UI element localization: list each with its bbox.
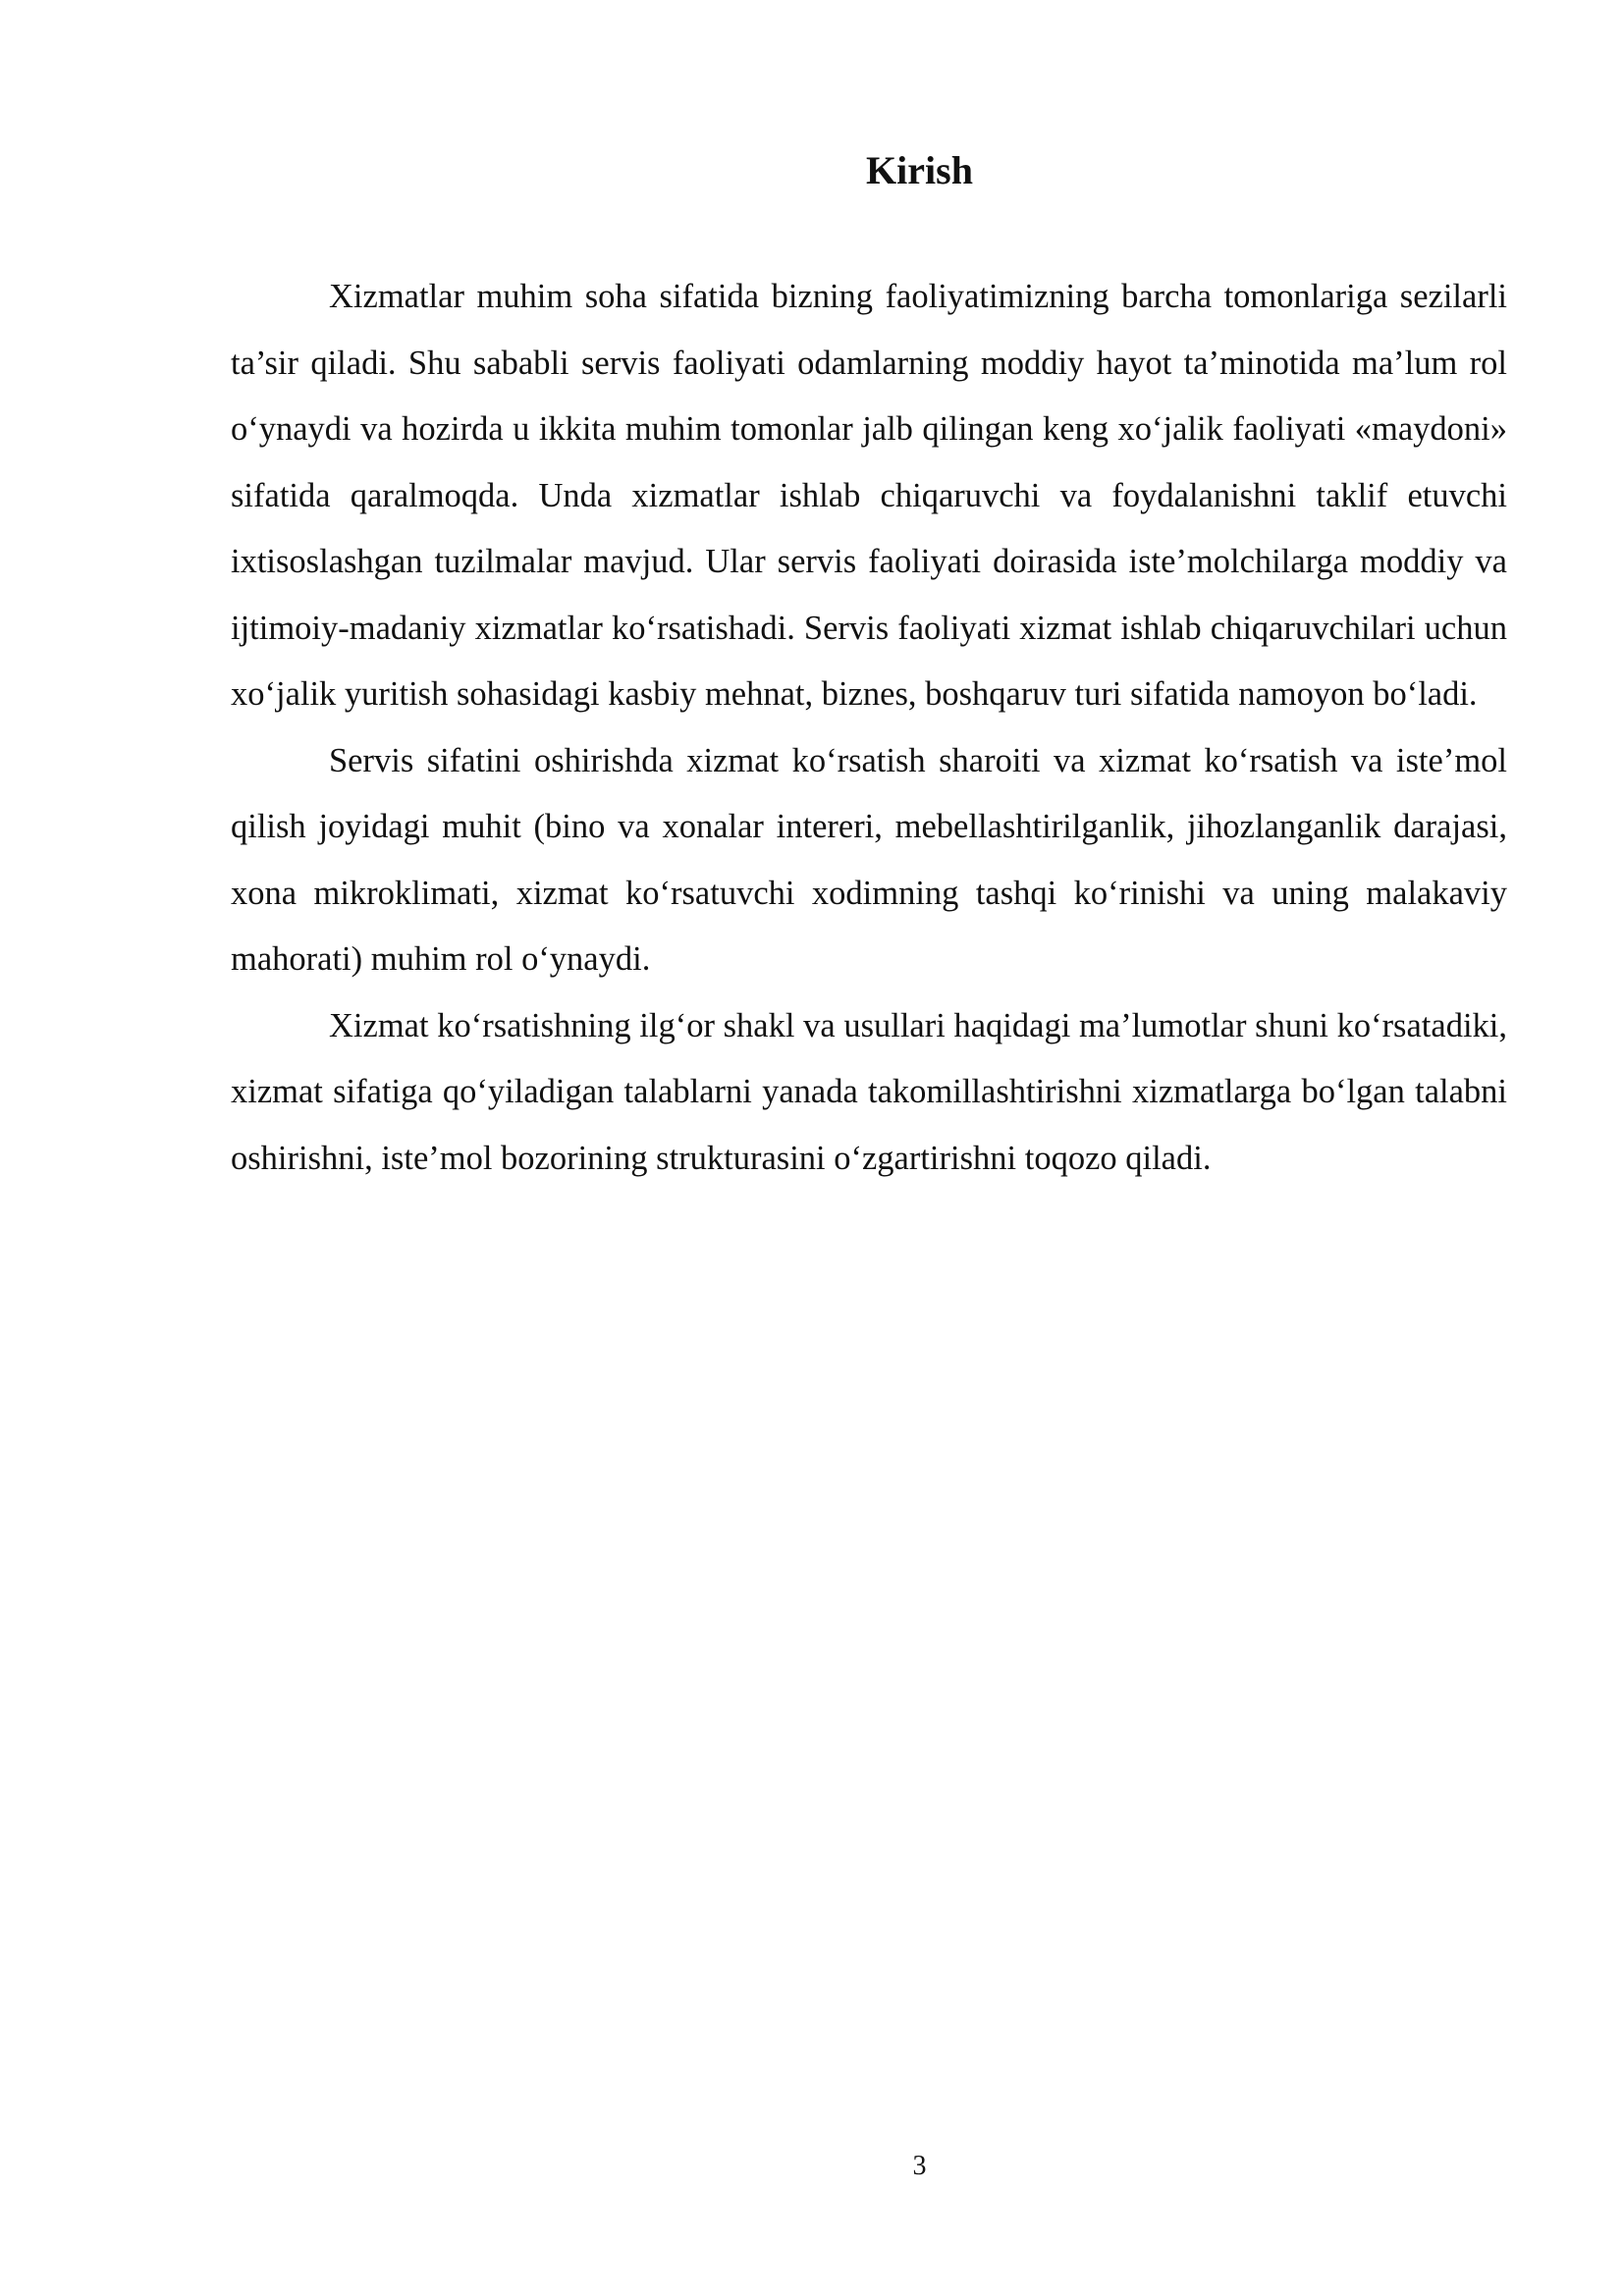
paragraph-2: Servis sifatini oshirishda xizmat ko‘rsatish sharoiti va xizmat ko‘rsatish va iste’mol qilish joyidagi muhit (bino va xonalar intereri, mebellashtirilganlik, jihozlanganlik darajasi, xona mikroklimati, xizmat ko‘rsatuvchi xodimning tashqi ko‘rinishi va uning malakaviy mahorati) muhim rol o‘ynaydi. [231, 741, 1507, 978]
paragraph-3: Xizmat ko‘rsatishning ilg‘or shakl va usullari haqidagi ma’lumotlar shuni ko‘rsatadiki, xizmat sifatiga qo‘yiladigan talablarni yanada takomillashtirishni xizmatlarga bo‘lgan talabni oshirishni, iste’mol bozorining strukturasini o‘zgartirishni toqozo qiladi. [231, 1006, 1507, 1177]
paragraph-1: Xizmatlar muhim soha sifatida bizning faoliyatimizning barcha tomonlariga sezilarli ta’sir qiladi. Shu sababli servis faoliyati odamlarning moddiy hayot ta’minotida ma’lum rol o‘ynaydi va hozirda u ikkita muhim tomonlar jalb qilingan keng xo‘jalik faoliyati «maydoni» sifatida qaralmoqda. Unda xizmatlar ishlab chiqaruvchi va foydalanishni taklif etuvchi ixtisoslashgan tuzilmalar mavjud. Ular servis faoliyati doirasida iste’molchilarga moddiy va ijtimoiy-madaniy xizmatlar ko‘rsatishadi. Servis faoliyati xizmat ishlab chiqaruvchilari uchun xo‘jalik yuritish sohasidagi kasbiy mehnat, biznes, boshqaruv turi sifatida namoyon bo‘ladi. [231, 278, 1507, 713]
body-text [231, 264, 1507, 1192]
page-title: Kirish [866, 148, 973, 192]
page-number: 3 [912, 2151, 927, 2181]
